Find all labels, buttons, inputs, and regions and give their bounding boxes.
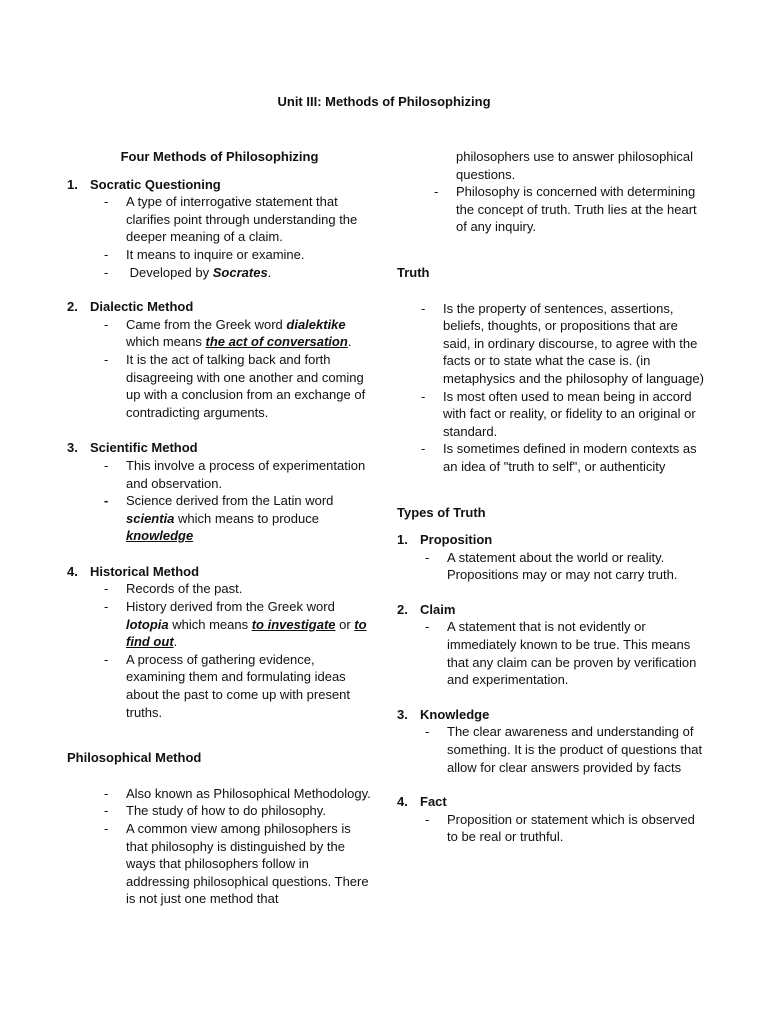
list-item: - Philosophy is concerned with determining the concept of truth. Truth lies at the heart of any inquiry. (434, 184, 697, 235)
left-column (67, 148, 372, 908)
list-item: - Developed by Socrates. (104, 264, 272, 280)
section-heading: 3. Scientific Method (67, 440, 198, 456)
list-item: - A statement that is not evidently or immediately known to be true. This means that any claim can be proven by verification and experimentation. (425, 619, 697, 688)
continued-text: philosophers use to answer philosophical questions. (456, 149, 694, 182)
list-item: - Came from the Greek word dialektike which means the act of conversation. (104, 316, 352, 350)
philosophical-method-section (67, 749, 372, 908)
section-heading: 4. Historical Method (67, 563, 200, 579)
section-heading: 1. Socratic Questioning (67, 176, 221, 192)
list-item: - Is sometimes defined in modern contexts as an idea of "truth to self", or authenticity (421, 441, 697, 474)
type-heading: 2. Claim (397, 601, 456, 617)
section-heading: Philosophical Method (67, 750, 202, 766)
four-methods-heading: Four Methods of Philosophizing (120, 149, 319, 164)
fact-item (397, 793, 707, 846)
historical-section (67, 563, 372, 721)
section-heading: Types of Truth (397, 504, 486, 520)
type-heading: 4. Fact (397, 794, 447, 810)
knowledge-item (397, 706, 707, 776)
list-item: - History derived from the Greek word lotopia which means to investigate or to find out. (104, 599, 367, 650)
dialectic-section (67, 298, 372, 421)
right-column (397, 148, 707, 846)
list-item: - A type of interrogative statement that clarifies point through understanding the deeper meaning of a claim. (104, 194, 358, 245)
list-item: - A process of gathering evidence, examining them and formulating ideas about the past to come up with present truths. (104, 651, 351, 720)
list-item: - Records of the past. (104, 581, 243, 597)
list-item: - It means to inquire or examine. (104, 246, 305, 262)
section-heading: Truth (397, 264, 430, 280)
section-heading: 2. Dialectic Method (67, 299, 194, 315)
document-title: Unit III: Methods of Philosophizing (277, 94, 491, 109)
list-item: - The clear awareness and understanding of something. It is the product of questions that allow for clear answers provided by facts (425, 724, 703, 775)
list-item: - Is most often used to mean being in accord with fact or reality, or fidelity to an original or standard. (421, 388, 696, 439)
list-item: - This involve a process of experimentation and observation. (104, 457, 366, 491)
claim-item (397, 601, 707, 689)
proposition-item (397, 531, 707, 584)
types-of-truth-section (397, 504, 707, 847)
type-heading: 1. Proposition (397, 532, 493, 548)
list-item: - It is the act of talking back and forth disagreeing with one another and coming up with a conclusion from an exchange of contradicting arguments. (104, 351, 366, 420)
list-item: - A statement about the world or reality. Propositions may or may not carry truth. (425, 549, 678, 583)
list-item: - Also known as Philosophical Methodology. (104, 785, 371, 801)
type-heading: 3. Knowledge (397, 706, 490, 722)
list-item: - Is the property of sentences, assertions, beliefs, thoughts, or propositions that are said, in ordinary discourse, to agree with the facts or to state what the case is. (in metaphysics and the philosophy of language) (421, 300, 704, 386)
scientific-section (67, 439, 372, 545)
socratic-section (67, 176, 372, 282)
list-item: - A common view among philosophers is that philosophy is distinguished by the ways that philosophers follow in addressing philosophical questions. There is not just one method that (104, 821, 369, 907)
truth-section (397, 264, 707, 476)
list-item: - The study of how to do philosophy. (104, 803, 326, 819)
list-item: - Science derived from the Latin word scientia which means to produce knowledge (104, 493, 334, 544)
list-item: - Proposition or statement which is observed to be real or truthful. (425, 811, 695, 845)
